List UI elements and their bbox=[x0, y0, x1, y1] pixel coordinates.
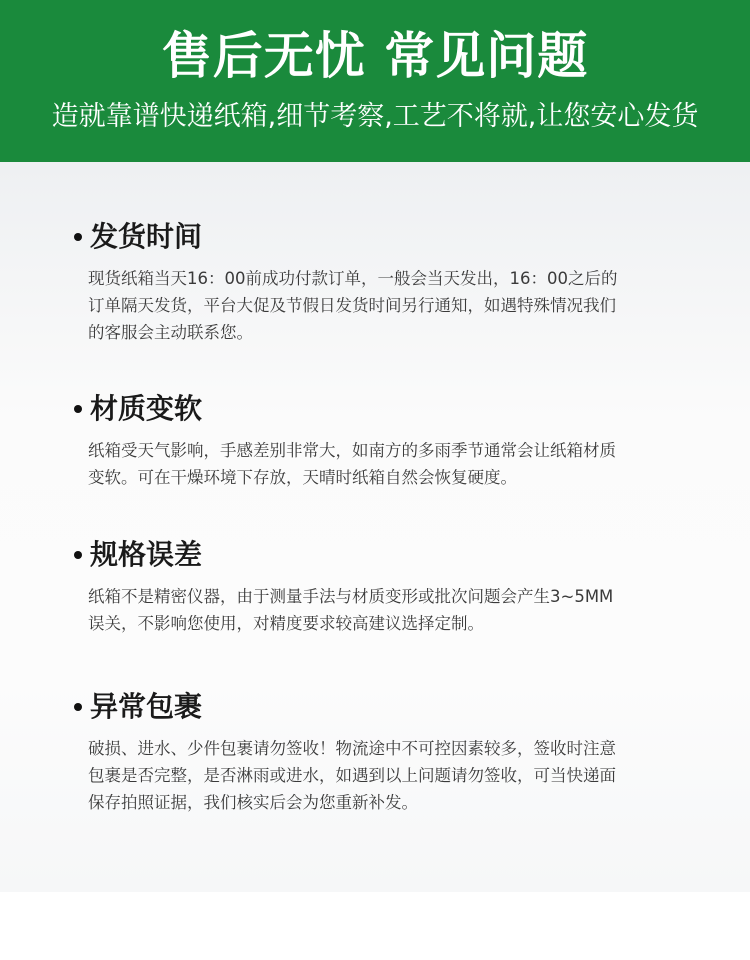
section-title: 规格误差 bbox=[90, 538, 203, 571]
section-title: 发货时间 bbox=[90, 220, 203, 253]
bullet-icon bbox=[74, 703, 82, 711]
bullet-icon bbox=[74, 405, 82, 413]
faq-panel bbox=[0, 162, 750, 892]
body-line: 的客服会主动联系您。 bbox=[88, 323, 253, 342]
section-title: 异常包裹 bbox=[90, 690, 203, 723]
body-line: 现货纸箱当天16：00前成功付款订单，一般会当天发出，16：00之后的 bbox=[88, 269, 618, 288]
section-heading bbox=[74, 217, 202, 257]
body-line: 保存拍照证据，我们核实后会为您重新补发。 bbox=[88, 793, 418, 812]
section-heading bbox=[74, 687, 202, 727]
body-line: 变软。可在干燥环境下存放，天晴时纸箱自然会恢复硬度。 bbox=[88, 468, 517, 487]
bullet-icon bbox=[74, 233, 82, 241]
body-line: 破损、进水、少件包裹请勿签收！物流途中不可控因素较多，签收时注意 bbox=[88, 739, 616, 758]
bullet-icon bbox=[74, 551, 82, 559]
section-body bbox=[88, 437, 688, 491]
section-heading bbox=[74, 389, 202, 429]
body-line: 订单隔天发货，平台大促及节假日发货时间另行通知，如遇特殊情况我们 bbox=[88, 296, 616, 315]
body-line: 包裹是否完整，是否淋雨或进水，如遇到以上问题请勿签收，可当快递面 bbox=[88, 766, 616, 785]
section-body bbox=[88, 735, 688, 816]
section-heading bbox=[74, 535, 202, 575]
page-footer-space bbox=[0, 892, 750, 960]
body-line: 误关，不影响您使用，对精度要求较高建议选择定制。 bbox=[88, 614, 484, 633]
header-banner bbox=[0, 0, 750, 162]
section-body bbox=[88, 583, 688, 637]
banner-title: 售后无忧 常见问题 bbox=[161, 27, 589, 85]
banner-subtitle: 造就靠谱快递纸箱,细节考察,工艺不将就,让您安心发货 bbox=[51, 101, 699, 132]
section-title: 材质变软 bbox=[90, 392, 203, 425]
body-line: 纸箱不是精密仪器，由于测量手法与材质变形或批次问题会产生3~5MM bbox=[88, 587, 614, 606]
section-body bbox=[88, 265, 688, 346]
body-line: 纸箱受天气影响，手感差别非常大，如南方的多雨季节通常会让纸箱材质 bbox=[88, 441, 616, 460]
